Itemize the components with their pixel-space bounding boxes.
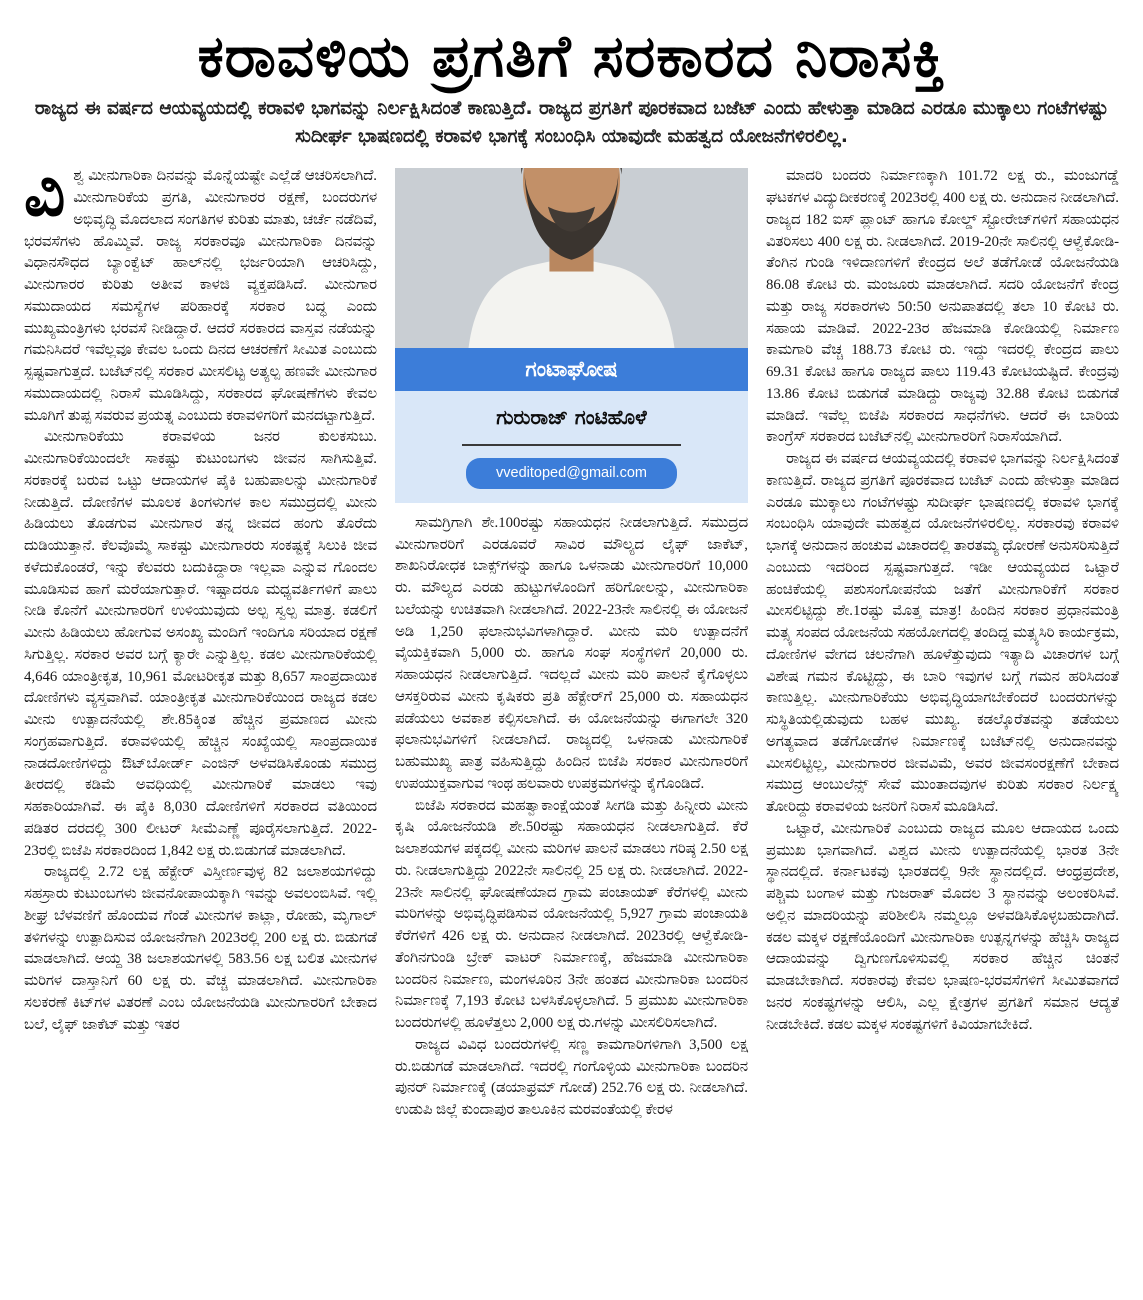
- author-email-pill: vveditoped@gmail.com: [466, 458, 677, 489]
- paragraph: ರಾಜ್ಯದ ಈ ವರ್ಷದ ಆಯವ್ಯಯದಲ್ಲಿ ಕರಾವಳಿ ಭಾಗವನ್ನು ನಿರ್ಲಕ್ಷಿಸಿದಂತೆ ಕಾಣುತ್ತಿದೆ. ರಾಜ್ಯದ ಪ್ರಗತಿಗೆ ಪೂರಕವಾದ ಬಜೆಟ್ ಎಂದು ಹೇಳುತ್ತಾ ಮಾಡಿದ ಎರಡೂ ಮುಕ್ಕಾಲು ಗಂಟೆಗಳಷ್ಟು ಸುದೀರ್ಘ ಭಾಷಣದಲ್ಲಿ ಕರಾವಳಿ ಭಾಗಕ್ಕೆ ಸಂಬಂಧಿಸಿ ಯಾವುದೇ ಮಹತ್ವದ ಯೋಜನೆಗಳಿರಲಿಲ್ಲ. ಸರಕಾರವು ಕರಾವಳಿ ಭಾಗಕ್ಕೆ ಅನುದಾನ ಹಂಚುವ ವಿಚಾರದಲ್ಲಿ ತಾರತಮ್ಯ ಧೋರಣೆ ಅನುಸರಿಸುತ್ತಿದೆ ಎಂಬುದು ಇದರಿಂದ ಸ್ಪಷ್ಟವಾಗುತ್ತದೆ. ಇಡೀ ಆಯವ್ಯಯದ ಒಟ್ಟಾರೆ ಹಂಚಿಕೆಯಲ್ಲಿ ಪಶುಸಂಗೋಪನೆಯ ಜತೆಗೆ ಮೀನುಗಾರಿಕೆಗೆ ಸರಕಾರ ಮೀಸಲಿಟ್ಟಿದ್ದು ಶೇ.1ರಷ್ಟು ಮೊತ್ತ ಮಾತ್ರ! ಹಿಂದಿನ ಸರಕಾರ ಪ್ರಧಾನಮಂತ್ರಿ ಮತ್ಸ್ಯ ಸಂಪದ ಯೋಜನೆಯ ಸಹಯೋಗದಲ್ಲಿ ತಂದಿದ್ದ ಮತ್ಸ್ಯಸಿರಿ ಕಾರ್ಯಕ್ರಮ, ದೋಣಿಗಳ ವೇಗದ ಚಲನೆಗಾಗಿ ಹೂಳೆತ್ತುವುದು ಇತ್ಯಾದಿ ವಿಚಾರಗಳ ಬಗ್ಗೆ ವಿಶೇಷ ಗಮನ ಕೊಟ್ಟಿದ್ದು, ಈ ಬಾರಿ ಇವುಗಳ ಬಗ್ಗೆ ಗಮನ ಹರಿಸಿದಂತೆ ಕಾಣುತ್ತಿಲ್ಲ. ಮೀನುಗಾರಿಕೆಯು ಅಭಿವೃದ್ಧಿಯಾಗಬೇಕೆಂದರೆ ಬಂದರುಗಳನ್ನು ಸುಸ್ಥಿತಿಯಲ್ಲಿಡುವುದು ಬಹಳ ಮುಖ್ಯ. ಕಡಲ್ಕೊರೆತವನ್ನು ತಡೆಯಲು ಅಗತ್ಯವಾದ ತಡೆಗೋಡೆಗಳ ನಿರ್ಮಾಣಕ್ಕೆ ಬಜೆಟ್‌ನಲ್ಲಿ ಅನುದಾನವನ್ನು ಮೀಸಲಿಟ್ಟಿಲ್ಲ, ಮೀನುಗಾರರ ಜೀವವಿಮೆ, ಅವರ ಜೀವಸಂರಕ್ಷಣೆಗೆ ಬೇಕಾದ ಸಮುದ್ರ ಆಂಬುಲೆನ್ಸ್ ಸೇವೆ ಮುಂತಾದವುಗಳ ಕುರಿತು ಸರಕಾರ ನಿರ್ಲಕ್ಷ್ಯ ತೋರಿದ್ದು ಕರಾವಳಿಯ ಜನರಿಗೆ ನಿರಾಸೆ ಮೂಡಿಸಿದೆ.: [766, 451, 1119, 816]
- person-portrait: [395, 168, 748, 348]
- paragraph: ರಾಜ್ಯದಲ್ಲಿ 2.72 ಲಕ್ಷ ಹೆಕ್ಟೇರ್ ವಿಸ್ತೀರ್ಣವುಳ್ಳ 82 ಜಲಾಶಯಗಳಿದ್ದು ಸಹಸ್ರಾರು ಕುಟುಂಬಗಳು ಜೀವನೋಪಾಯಕ್ಕಾಗಿ ಇವನ್ನು ಅವಲಂಬಿಸಿವೆ. ಇಲ್ಲಿ ಶೀಘ್ರ ಬೆಳವಣಿಗೆ ಹೊಂದುವ ಗೆಂಡೆ ಮೀನುಗಳ ಕಾಟ್ಲಾ, ರೋಹು, ಮೃಗಾಲ್ ತಳಿಗಳನ್ನು ಉತ್ಪಾದಿಸುವ ಯೋಜನೆಗಾಗಿ 2023ರಲ್ಲಿ 200 ಲಕ್ಷ ರು. ಬಿಡುಗಡೆ ಮಾಡಲಾಗಿದೆ. ಆಯ್ದ 38 ಜಲಾಶಯಗಳಲ್ಲಿ 583.56 ಲಕ್ಷ ಬಲಿತ ಮೀನುಗಳ ಮರಿಗಳ ದಾಸ್ತಾನಿಗೆ 60 ಲಕ್ಷ ರು. ವೆಚ್ಚ ಮಾಡಲಾಗಿದೆ. ಮೀನುಗಾರಿಕಾ ಸಲಕರಣೆ ಕಿಟ್‌ಗಳ ವಿತರಣೆ ಎಂಬ ಯೋಜನೆಯಡಿ ಮೀನುಗಾರರಿಗೆ ಬೇಕಾದ ಬಲೆ, ಲೈಫ್ ಜಾಕೆಟ್ ಮತ್ತು ಇತರ: [24, 864, 377, 1033]
- article-column-2: [395, 166, 748, 1122]
- author-card: [395, 168, 748, 503]
- article-column-3: [766, 166, 1119, 1122]
- column-3-paragraphs: [766, 166, 1119, 1036]
- paragraph-text: ಶ್ವ ಮೀನುಗಾರಿಕಾ ದಿನವನ್ನು ಮೊನ್ನೆಯಷ್ಟೇ ಎಲ್ಲೆಡೆ ಆಚರಿಸಲಾಗಿದೆ. ಮೀನುಗಾರಿಕೆಯ ಪ್ರಗತಿ, ಮೀನುಗಾರರ ರಕ್ಷಣೆ, ಬಂದರುಗಳ ಅಭಿವೃದ್ಧಿ ಮೊದಲಾದ ಸಂಗತಿಗಳ ಕುರಿತು ಮಾತು, ಚರ್ಚೆ ನಡೆದಿವೆ, ಭರವಸೆಗಳು ಹೊಮ್ಮಿವೆ. ರಾಜ್ಯ ಸರಕಾರವೂ ಮೀನುಗಾರಿಕಾ ದಿನವನ್ನು ವಿಧಾನಸೌಧದ ಬ್ಯಾಂಕ್ವೆಟ್ ಹಾಲ್‌ನಲ್ಲಿ ಭರ್ಜರಿಯಾಗಿ ಆಚರಿಸಿದ್ದು, ಮೀನುಗಾರರ ಕುರಿತು ಅತೀವ ಕಾಳಜಿ ವ್ಯಕ್ತಪಡಿಸಿದೆ. ಮೀನುಗಾರ ಸಮುದಾಯದ ಸಮಸ್ಯೆಗಳ ಪರಿಹಾರಕ್ಕೆ ಸರಕಾರ ಬದ್ಧ ಎಂದು ಮುಖ್ಯಮಂತ್ರಿಗಳು ಭರವಸೆ ನೀಡಿದ್ದಾರೆ. ಆದರೆ ಸರಕಾರದ ವಾಸ್ತವ ನಡೆಯನ್ನು ಗಮನಿಸಿದರೆ ಇವೆಲ್ಲವೂ ಕೇವಲ ಒಂದು ದಿನದ ಆಚರಣೆಗೆ ಸೀಮಿತ ಎಂಬುದು ಸ್ಪಷ್ಟವಾಗುತ್ತದೆ. ಬಜೆಟ್‌ನಲ್ಲಿ ಸರಕಾರ ಮೀಸಲಿಟ್ಟ ಅತ್ಯಲ್ಪ ಹಣವೇ ಮೀನುಗಾರ ಸಮುದಾಯದಲ್ಲಿ ನಿರಾಸೆ ಮೂಡಿಸಿದ್ದು, ಸರಕಾರದ ಘೋಷಣೆಗಳು ಕೇವಲ ಮೂಗಿಗೆ ತುಪ್ಪ ಸವರುವ ಪ್ರಯತ್ನ ಎಂಬುದು ಕರಾವಳಿಗರಿಗೆ ಮನದಟ್ಟಾಗುತ್ತಿದೆ.: [24, 168, 377, 424]
- paragraph: ಮಾದರಿ ಬಂದರು ನಿರ್ಮಾಣಕ್ಕಾಗಿ 101.72 ಲಕ್ಷ ರು., ಮಂಜುಗಡ್ಡೆ ಘಟಕಗಳ ವಿದ್ಯುದೀಕರಣಕ್ಕೆ 2023ರಲ್ಲಿ 400 ಲಕ್ಷ ರು. ಅನುದಾನ ನೀಡಲಾಗಿದೆ. ರಾಜ್ಯದ 182 ಐಸ್ ಪ್ಲಾಂಟ್ ಹಾಗೂ ಕೋಲ್ಡ್ ಸ್ಟೋರೇಜ್‌ಗಳಿಗೆ ಸಹಾಯಧನ ವಿತರಿಸಲು 400 ಲಕ್ಷ ರು. ನೀಡಲಾಗಿದೆ. 2019-20ನೇ ಸಾಲಿನಲ್ಲಿ ಆಳ್ವೆಕೋಡಿ-ತೆಂಗಿನ ಗುಂಡಿ ಇಳಿದಾಣಗಳಿಗೆ ಕೇಂದ್ರದ ಅಲೆ ತಡೆಗೋಡೆ ಯೋಜನೆಯಡಿ 86.08 ಕೋಟಿ ರು. ಮಂಜೂರು ಮಾಡಲಾಗಿದೆ. ಸದರಿ ಯೋಜನೆಗೆ ಕೇಂದ್ರ ಮತ್ತು ರಾಜ್ಯ ಸರಕಾರಗಳು 50:50 ಅನುಪಾತದಲ್ಲಿ ತಲಾ 10 ಕೋಟಿ ರು. ಸಹಾಯ ಮಾಡಿವೆ. 2022-23ರ ಹೆಜಮಾಡಿ ಕೋಡಿಯಲ್ಲಿ ನಿರ್ಮಾಣ ಕಾಮಗಾರಿ ವೆಚ್ಚ 188.73 ಕೋಟಿ ರು. ಇದ್ದು ಇದರಲ್ಲಿ ಕೇಂದ್ರದ ಪಾಲು 69.31 ಕೋಟಿ ಹಾಗೂ ರಾಜ್ಯದ ಪಾಲು 119.43 ಕೋಟಿಯಷ್ಟಿದೆ. ಕೇಂದ್ರವು 13.86 ಕೋಟಿ ಬಿಡುಗಡೆ ಮಾಡಿದ್ದು ರಾಜ್ಯವು 32.88 ಕೋಟಿ ಬಿಡುಗಡೆ ಮಾಡಿದೆ. ಇವೆಲ್ಲ ಬಿಜೆಪಿ ಸರಕಾರದ ಸಾಧನೆಗಳು. ಆದರೆ ಈ ಬಾರಿಯ ಕಾಂಗ್ರೆಸ್ ಸರಕಾರದ ಬಜೆಟ್‌ನಲ್ಲಿ ಮೀನುಗಾರರಿಗೆ ನಿರಾಸೆಯಾಗಿದೆ.: [766, 168, 1119, 446]
- column-2-paragraphs: [395, 513, 748, 1122]
- headline: ಕರಾವಳಿಯ ಪ್ರಗತಿಗೆ ಸರಕಾರದ ನಿರಾಸಕ್ತಿ: [197, 22, 946, 90]
- paragraph: ಬಿಜೆಪಿ ಸರಕಾರದ ಮಹತ್ವಾಕಾಂಕ್ಷೆಯಂತೆ ಸೀಗಡಿ ಮತ್ತು ಹಿನ್ನೀರು ಮೀನು ಕೃಷಿ ಯೋಜನೆಯಡಿ ಶೇ.50ರಷ್ಟು ಸಹಾಯಧನ ನೀಡಲಾಗುತ್ತಿದೆ. ಕೆರೆ ಜಲಾಶಯಗಳ ಪಕ್ಕದಲ್ಲಿ ಮೀನು ಮರಿಗಳ ಪಾಲನೆ ಮಾಡಲು ಗರಿಷ್ಠ 2.50 ಲಕ್ಷ ರು. ನೀಡಲಾಗುತ್ತಿದ್ದು 2022ನೇ ಸಾಲಿನಲ್ಲಿ 25 ಲಕ್ಷ ರು. ನೀಡಲಾಗಿದೆ. 2022-23ನೇ ಸಾಲಿನಲ್ಲಿ ಘೋಷಣೆಯಾದ ಗ್ರಾಮ ಪಂಚಾಯತ್ ಕೆರೆಗಳಲ್ಲಿ ಮೀನು ಮರಿಗಳನ್ನು ಅಭಿವೃದ್ಧಿಪಡಿಸುವ ಯೋಜನೆಯಲ್ಲಿ 5,927 ಗ್ರಾಮ ಪಂಚಾಯತಿ ಕೆರೆಗಳಿಗೆ 426 ಲಕ್ಷ ರು. ಅನುದಾನ ನೀಡಲಾಗಿದೆ. 2023ರಲ್ಲಿ ಆಳ್ವೆಕೋಡಿ-ತೆಂಗಿನಗುಂಡಿ ಬ್ರೇಕ್ ವಾಟರ್ ನಿರ್ಮಾಣಕ್ಕೆ, ಹೆಜಮಾಡಿ ಮೀನುಗಾರಿಕಾ ಬಂದರಿನ ನಿರ್ಮಾಣ, ಮಂಗಳೂರಿನ 3ನೇ ಹಂತದ ಮೀನುಗಾರಿಕಾ ಬಂದರಿನ ನಿರ್ಮಾಣಕ್ಕೆ 7,193 ಕೋಟಿ ಬಳಸಿಕೊಳ್ಳಲಾಗಿದೆ. 5 ಪ್ರಮುಖ ಮೀನುಗಾರಿಕಾ ಬಂದರುಗಳಲ್ಲಿ ಹೂಳೆತ್ತಲು 2,000 ಲಕ್ಷ ರು.ಗಳನ್ನು ಮೀಸಲಿರಿಸಲಾಗಿದೆ.: [395, 797, 748, 1032]
- subheadline: ರಾಜ್ಯದ ಈ ವರ್ಷದ ಆಯವ್ಯಯದಲ್ಲಿ ಕರಾವಳಿ ಭಾಗವನ್ನು ನಿರ್ಲಕ್ಷಿಸಿದಂತೆ ಕಾಣುತ್ತಿದೆ. ರಾಜ್ಯದ ಪ್ರಗತಿಗೆ ಪೂರಕವಾದ ಬಜೆಟ್ ಎಂದು ಹೇಳುತ್ತಾ ಮಾಡಿದ ಎರಡೂ ಮುಕ್ಕಾಲು ಗಂಟೆಗಳಷ್ಟು ಸುದೀರ್ಘ ಭಾಷಣದಲ್ಲಿ ಕರಾವಳಿ ಭಾಗಕ್ಕೆ ಸಂಬಂಧಿಸಿ ಯಾವುದೇ ಮಹತ್ವದ ಯೋಜನೆಗಳಿರಲಿಲ್ಲ.: [34, 97, 1109, 147]
- author-card-lower: [395, 391, 748, 503]
- divider-rule: [462, 444, 681, 446]
- column-1-paragraphs: [24, 427, 377, 1036]
- paragraph: ರಾಜ್ಯದ ವಿವಿಧ ಬಂದರುಗಳಲ್ಲಿ ಸಣ್ಣ ಕಾಮಗಾರಿಗಳಿಗಾಗಿ 3,500 ಲಕ್ಷ ರು.ಬಿಡುಗಡೆ ಮಾಡಲಾಗಿದೆ. ಇದರಲ್ಲಿ ಗಂಗೊಳ್ಳಿಯ ಮೀನುಗಾರಿಕಾ ಬಂದರಿನ ಪುನರ್ ನಿರ್ಮಾಣಕ್ಕೆ (ಡಯಾಫ್ರಮ್ ಗೋಡೆ) 252.76 ಲಕ್ಷ ರು. ನೀಡಲಾಗಿದೆ. ಉಡುಪಿ ಜಿಲ್ಲೆ ಕುಂದಾಪುರ ತಾಲೂಕಿನ ಮರವಂತೆಯಲ್ಲಿ ಕೇರಳ: [395, 1036, 748, 1119]
- author-photo: [395, 168, 748, 348]
- author-name: ಗುರುರಾಜ್ ಗಂಟಿಹೊಳೆ: [496, 405, 647, 430]
- column-title-banner: ಗಂಟಾಘೋಷ: [395, 348, 748, 391]
- article-body: [0, 150, 1143, 1122]
- paragraph: ಒಟ್ಟಾರೆ, ಮೀನುಗಾರಿಕೆ ಎಂಬುದು ರಾಜ್ಯದ ಮೂಲ ಆದಾಯದ ಒಂದು ಪ್ರಮುಖ ಭಾಗವಾಗಿದೆ. ವಿಶ್ವದ ಮೀನು ಉತ್ಪಾದನೆಯಲ್ಲಿ ಭಾರತ 3ನೇ ಸ್ಥಾನದಲ್ಲಿದೆ. ಕರ್ನಾಟಕವು ಭಾರತದಲ್ಲಿ 9ನೇ ಸ್ಥಾನದಲ್ಲಿದೆ. ಆಂಧ್ರಪ್ರದೇಶ, ಪಶ್ಚಿಮ ಬಂಗಾಳ ಮತ್ತು ಗುಜರಾತ್ ಮೊದಲ 3 ಸ್ಥಾನವನ್ನು ಅಲಂಕರಿಸಿವೆ. ಅಲ್ಲಿನ ಮಾದರಿಯನ್ನು ಪರಿಶೀಲಿಸಿ ನಮ್ಮಲ್ಲೂ ಅಳವಡಿಸಿಕೊಳ್ಳಬಹುದಾಗಿದೆ. ಕಡಲ ಮಕ್ಕಳ ರಕ್ಷಣೆಯೊಂದಿಗೆ ಮೀನುಗಾರಿಕಾ ಉತ್ಪನ್ನಗಳನ್ನು ಹೆಚ್ಚಿಸಿ ರಾಜ್ಯದ ಆದಾಯವನ್ನು ದ್ವಿಗುಣಗೊಳಿಸುವಲ್ಲಿ ಸರಕಾರ ಹೆಚ್ಚಿನ ಚಿಂತನೆ ಮಾಡಬೇಕಾಗಿದೆ. ಸರಕಾರವು ಕೇವಲ ಭಾಷಣ-ಭರವಸೆಗಳಿಗೆ ಸೀಮಿತವಾಗದೆ ಜನರ ಸಂಕಷ್ಟಗಳನ್ನು ಆಲಿಸಿ, ಎಲ್ಲ ಕ್ಷೇತ್ರಗಳ ಪ್ರಗತಿಗೆ ಸಮಾನ ಆದ್ಯತೆ ನೀಡಬೇಕಿದೆ. ಕಡಲ ಮಕ್ಕಳ ಸಂಕಷ್ಟಗಳಿಗೆ ಕಿವಿಯಾಗಬೇಕಿದೆ.: [766, 820, 1119, 1033]
- paragraph: ಸಾಮಗ್ರಿಗಾಗಿ ಶೇ.100ರಷ್ಟು ಸಹಾಯಧನ ನೀಡಲಾಗುತ್ತಿದೆ. ಸಮುದ್ರದ ಮೀನುಗಾರರಿಗೆ ಎರಡೂವರೆ ಸಾವಿರ ಮೌಲ್ಯದ ಲೈಫ್ ಜಾಕೆಟ್, ಶಾಖನಿರೋಧಕ ಬಾಕ್ಸ್‌ಗಳನ್ನು ಹಾಗೂ ಒಳನಾಡು ಮೀನುಗಾರರಿಗೆ 10,000 ರು. ಮೌಲ್ಯದ ಎರಡು ಹುಟ್ಟುಗಳೊಂದಿಗೆ ಹರಿಗೋಲನ್ನು, ಮೀನುಗಾರಿಕಾ ಬಲೆಯನ್ನು ಉಚಿತವಾಗಿ ನೀಡಲಾಗಿದೆ. 2022-23ನೇ ಸಾಲಿನಲ್ಲಿ ಈ ಯೋಜನೆ ಅಡಿ 1,250 ಫಲಾನುಭವಿಗಳಾಗಿದ್ದಾರೆ. ಮೀನು ಮರಿ ಉತ್ಪಾದನೆಗೆ ವೈಯಕ್ತಿಕವಾಗಿ 5,000 ರು. ಹಾಗೂ ಸಂಘ ಸಂಸ್ಥೆಗಳಿಗೆ 20,000 ರು. ಸಹಾಯಧನ ನೀಡಲಾಗುತ್ತಿದೆ. ಇದಲ್ಲದೆ ಮೀನು ಮರಿ ಪಾಲನೆ ಕೈಗೊಳ್ಳಲು ಆಸಕ್ತರಿರುವ ಮೀನು ಕೃಷಿಕರು ಪ್ರತಿ ಹೆಕ್ಟೇರ್‌ಗೆ 25,000 ರು. ಸಹಾಯಧನ ಪಡೆಯಲು ಅವಕಾಶ ಕಲ್ಪಿಸಲಾಗಿದೆ. ಈ ಯೋಜನೆಯನ್ನು ಈಗಾಗಲೇ 320 ಫಲಾನುಭವಿಗಳಿಗೆ ನೀಡಲಾಗಿದೆ. ರಾಜ್ಯದಲ್ಲಿ ಒಳನಾಡು ಮೀನುಗಾರಿಕೆ ಬಹುಮುಖ್ಯ ಪಾತ್ರ ವಹಿಸುತ್ತಿದ್ದು ಹಿಂದಿನ ಬಿಜೆಪಿ ಸರಕಾರ ಮೀನುಗಾರರಿಗೆ ಉಪಯುಕ್ತವಾಗುವ ಇಂಥ ಹಲವಾರು ಉಪಕ್ರಮಗಳನ್ನು ಕೈಗೊಂಡಿದೆ.: [395, 514, 748, 792]
- lead-paragraph: [24, 157, 377, 427]
- article-column-1: [24, 157, 377, 1122]
- drop-cap: ವಿ: [24, 157, 66, 232]
- paragraph: ಮೀನುಗಾರಿಕೆಯು ಕರಾವಳಿಯ ಜನರ ಕುಲಕಸುಬು. ಮೀನುಗಾರಿಕೆಯಿಂದಲೇ ಸಾಕಷ್ಟು ಕುಟುಂಬಗಳು ಜೀವನ ಸಾಗಿಸುತ್ತಿವೆ. ಸರಕಾರಕ್ಕೆ ಬರುವ ಒಟ್ಟು ಆದಾಯಗಳ ಪೈಕಿ ಬಹುಪಾಲನ್ನು ಮೀನುಗಾರಿಕೆ ನೀಡುತ್ತಿದೆ. ದೋಣಿಗಳ ಮೂಲಕ ತಿಂಗಳುಗಳ ಕಾಲ ಸಮುದ್ರದಲ್ಲಿ ಮೀನು ಹಿಡಿಯಲು ತೊಡಗುವ ಮೀನುಗಾರ ತನ್ನ ಜೀವದ ಹಂಗು ತೊರೆದು ದುಡಿಯುತ್ತಾನೆ. ಕೆಲವೊಮ್ಮೆ ಸಾಕಷ್ಟು ಮೀನುಗಾರರು ಸಂಕಷ್ಟಕ್ಕೆ ಸಿಲುಕಿ ಜೀವ ಕಳೆದುಕೊಂಡರೆ, ಇನ್ನು ಕೆಲವರು ಬದುಕಿದ್ದಾರಾ ಇಲ್ಲವಾ ಎನ್ನುವ ಗೊಂದಲ ಮೂಡಿಸುವ ಹಾಗೆ ಮರೆಯಾಗುತ್ತಾರೆ. ಇಷ್ಟಾದರೂ ಮಧ್ಯವರ್ತಿಗಳಿಗೆ ಪಾಲು ನೀಡಿ ಕೊನೆಗೆ ಮೀನುಗಾರರಿಗೆ ಉಳಿಯುವುದು ಅಲ್ಪ ಸ್ವಲ್ಪ ಮಾತ್ರ. ಕಡಲಿಗೆ ಮೀನು ಹಿಡಿಯಲು ಹೋಗುವ ಅಸಂಖ್ಯ ಮಂದಿಗೆ ಇಂದಿಗೂ ಸರಿಯಾದ ರಕ್ಷಣೆ ಸಿಗುತ್ತಿಲ್ಲ. ಸರಕಾರ ಅವರ ಬಗ್ಗೆ ಕ್ಯಾರೇ ಎನ್ನುತ್ತಿಲ್ಲ. ಕಡಲ ಮೀನುಗಾರಿಕೆಯಲ್ಲಿ 4,646 ಯಾಂತ್ರೀಕೃತ, 10,961 ಮೋಟರೀಕೃತ ಮತ್ತು 8,657 ಸಾಂಪ್ರದಾಯಿಕ ದೋಣಿಗಳು ವ್ಯಸ್ತವಾಗಿವೆ. ಯಾಂತ್ರೀಕೃತ ಮೀನುಗಾರಿಕೆಯಿಂದ ರಾಜ್ಯದ ಕಡಲ ಮೀನು ಉತ್ಪಾದನೆಯಲ್ಲಿ ಶೇ.85ಕ್ಕಿಂತ ಹೆಚ್ಚಿನ ಪ್ರಮಾಣದ ಮೀನು ಸಂಗ್ರಹವಾಗುತ್ತಿದೆ. ಕರಾವಳಿಯಲ್ಲಿ ಹೆಚ್ಚಿನ ಸಂಖ್ಯೆಯಲ್ಲಿ ಸಾಂಪ್ರದಾಯಿಕ ನಾಡದೋಣಿಗಳಿದ್ದು ಔಟ್‌ಬೋರ್ಡ್ ಎಂಜಿನ್ ಅಳವಡಿಸಿಕೊಂಡು ಸಮುದ್ರ ತೀರದಲ್ಲಿ ಕಡಿಮೆ ಅವಧಿಯಲ್ಲಿ ಮೀನುಗಾರಿಕೆ ಮಾಡಲು ಇವು ಸಹಕಾರಿಯಾಗಿವೆ. ಈ ಪೈಕಿ 8,030 ದೋಣಿಗಳಿಗೆ ಸರಕಾರದ ವತಿಯಿಂದ ಪಡಿತರ ದರದಲ್ಲಿ 300 ಲೀಟರ್ ಸೀಮೆಎಣ್ಣೆ ಪೂರೈಸಲಾಗುತ್ತಿದೆ. 2022-23ರಲ್ಲಿ ಬಿಜೆಪಿ ಸರಕಾರದಿಂದ 1,842 ಲಕ್ಷ ರು.ಬಿಡುಗಡೆ ಮಾಡಲಾಗಿದೆ.: [24, 429, 377, 859]
